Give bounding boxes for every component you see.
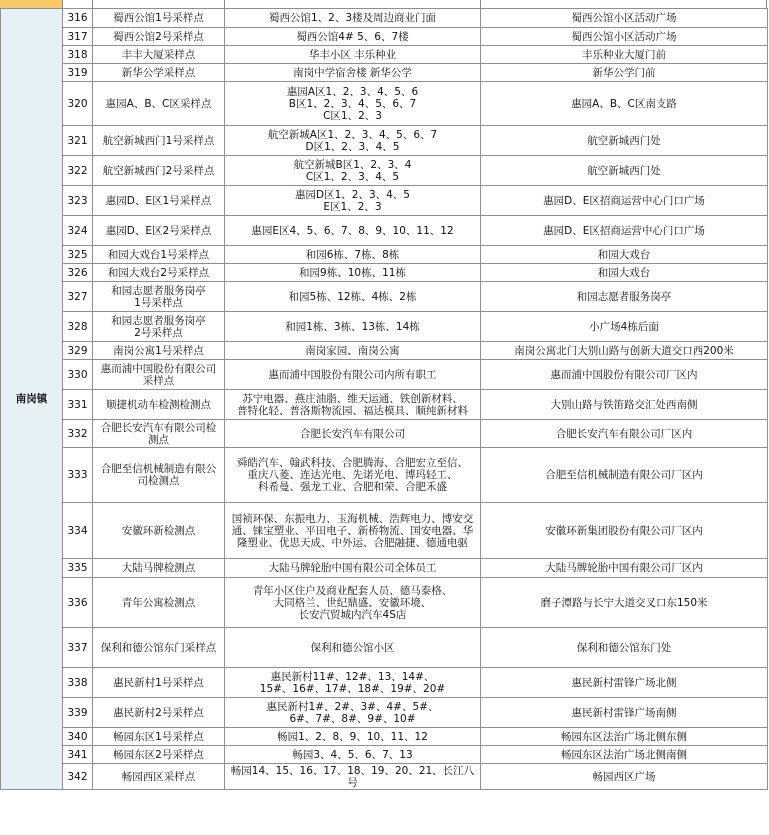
town-cell: 南岗镇 bbox=[1, 9, 63, 790]
serial-number-cell: 333 bbox=[63, 448, 93, 503]
table-row bbox=[1, 578, 768, 628]
serial-number-cell: 323 bbox=[63, 186, 93, 216]
table-row bbox=[1, 668, 768, 698]
serial-number-cell: 329 bbox=[63, 342, 93, 360]
coverage-range-cell: 青年小区住户及商业配套人员、德马泰格、 大同格兰、世纪鼎盛、安徽环境、 长安汽贸城内汽车4S店 bbox=[225, 578, 481, 628]
coverage-range-cell: 和园1栋、3栋、13栋、14栋 bbox=[225, 312, 481, 342]
sampling-location-cell: 和园大戏台 bbox=[481, 246, 768, 264]
table-row bbox=[1, 420, 768, 448]
table-row bbox=[1, 282, 768, 312]
sampling-point-name-cell: 畅园东区1号采样点 bbox=[93, 728, 225, 746]
table-row bbox=[1, 342, 768, 360]
sampling-location-cell: 磨子潭路与长宁大道交叉口东150米 bbox=[481, 578, 768, 628]
sampling-location-cell: 合肥长安汽车有限公司厂区内 bbox=[481, 420, 768, 448]
coverage-range-cell: 蜀西公馆1、2、3楼及周边商业门面 bbox=[225, 9, 481, 28]
table-row bbox=[1, 503, 768, 559]
sampling-point-name-cell: 新华公学采样点 bbox=[93, 64, 225, 82]
sampling-location-cell: 新华公学门前 bbox=[481, 64, 768, 82]
sampling-point-name-cell: 大陆马牌检测点 bbox=[93, 559, 225, 578]
coverage-range-cell: 惠而浦中国股份有限公司内所有职工 bbox=[225, 360, 481, 390]
coverage-range-cell: 畅园14、15、16、17、18、19、20、21、长江八号 bbox=[225, 764, 481, 790]
table-row bbox=[1, 82, 768, 126]
sampling-location-cell: 航空新城西门处 bbox=[481, 126, 768, 156]
sampling-location-cell: 惠而浦中国股份有限公司厂区内 bbox=[481, 360, 768, 390]
table-row bbox=[1, 728, 768, 746]
sampling-point-name-cell: 安徽环新检测点 bbox=[93, 503, 225, 559]
coverage-range-cell: 南岗中学宿舍楼 新华公学 bbox=[225, 64, 481, 82]
serial-number-cell: 319 bbox=[63, 64, 93, 82]
coverage-range-cell: 航空新城B区1、2、3、4 C区1、2、3、4、5 bbox=[225, 156, 481, 186]
sampling-point-name-cell: 和园大戏台1号采样点 bbox=[93, 246, 225, 264]
coverage-range-cell: 华丰小区 丰乐种业 bbox=[225, 46, 481, 64]
coverage-range-cell: 蜀西公馆4# 5、6、7楼 bbox=[225, 28, 481, 46]
sampling-point-name-cell: 合肥至信机械制造有限公 司检测点 bbox=[93, 448, 225, 503]
sampling-point-name-cell: 航空新城西门2号采样点 bbox=[93, 156, 225, 186]
sampling-location-cell: 和园志愿者服务岗亭 bbox=[481, 282, 768, 312]
sampling-point-name-cell: 惠园D、E区1号采样点 bbox=[93, 186, 225, 216]
coverage-range-cell: 南岗家园、南岗公寓 bbox=[225, 342, 481, 360]
sampling-point-name-cell: 顺捷机动车检测检测点 bbox=[93, 390, 225, 420]
serial-number-cell: 340 bbox=[63, 728, 93, 746]
coverage-range-cell: 和园6栋、7栋、8栋 bbox=[225, 246, 481, 264]
sampling-point-name-cell: 蜀西公馆2号采样点 bbox=[93, 28, 225, 46]
sampling-location-cell: 和园大戏台 bbox=[481, 264, 768, 282]
serial-number-cell: 341 bbox=[63, 746, 93, 764]
serial-number-cell: 330 bbox=[63, 360, 93, 390]
sampling-location-cell: 蜀西公馆小区活动广场 bbox=[481, 9, 768, 28]
serial-number-cell: 336 bbox=[63, 578, 93, 628]
sampling-location-cell: 大别山路与铁笛路交汇处西南侧 bbox=[481, 390, 768, 420]
coverage-range-cell: 大陆马牌轮胎中国有限公司全体员工 bbox=[225, 559, 481, 578]
sampling-location-cell: 大陆马牌轮胎中国有限公司厂区内 bbox=[481, 559, 768, 578]
sampling-point-name-cell: 和园大戏台2号采样点 bbox=[93, 264, 225, 282]
table-row bbox=[1, 246, 768, 264]
sampling-point-name-cell: 惠民新村1号采样点 bbox=[93, 668, 225, 698]
sampling-location-cell: 畅园东区法治广场北侧南侧 bbox=[481, 746, 768, 764]
sampling-point-name-cell: 蜀西公馆1号采样点 bbox=[93, 9, 225, 28]
sampling-location-cell: 丰乐种业大厦门前 bbox=[481, 46, 768, 64]
table-row bbox=[1, 448, 768, 503]
coverage-range-cell: 国祯环保、东振电力、玉海机械、浩辉电力、博安交 通、铼宝塑业、平田电子、新桥物流、国安电器、华 隆塑业、优思天成、中外运、合肥融捷、德通电驱 bbox=[225, 503, 481, 559]
coverage-range-cell: 惠园E区4、5、6、7、8、9、10、11、12 bbox=[225, 216, 481, 246]
sampling-point-name-cell: 畅园西区采样点 bbox=[93, 764, 225, 790]
sampling-point-name-cell: 惠园A、B、C区采样点 bbox=[93, 82, 225, 126]
table-row bbox=[1, 216, 768, 246]
serial-number-cell: 326 bbox=[63, 264, 93, 282]
coverage-range-cell: 舜皓汽车、翰武科技、合肥腾海、合肥宏立至信、 重庆八菱、连达光电、先诺光电、博玛轻工、 科希曼、强龙工业、合肥和荣、合肥禾盛 bbox=[225, 448, 481, 503]
table-row bbox=[1, 312, 768, 342]
serial-number-cell: 320 bbox=[63, 82, 93, 126]
sampling-point-name-cell: 和园志愿者服务岗亭 2号采样点 bbox=[93, 312, 225, 342]
serial-number-cell: 328 bbox=[63, 312, 93, 342]
serial-number-cell: 317 bbox=[63, 28, 93, 46]
sampling-location-cell: 惠园A、B、C区南支路 bbox=[481, 82, 768, 126]
partial-cell-loc bbox=[480, 0, 767, 8]
partial-cell-yellow bbox=[0, 0, 63, 8]
table-row bbox=[1, 28, 768, 46]
table-body bbox=[1, 9, 768, 790]
table-row bbox=[1, 64, 768, 82]
serial-number-cell: 325 bbox=[63, 246, 93, 264]
coverage-range-cell: 航空新城A区1、2、3、4、5、6、7 D区1、2、3、4、5 bbox=[225, 126, 481, 156]
sampling-location-cell: 蜀西公馆小区活动广场 bbox=[481, 28, 768, 46]
coverage-range-cell: 畅园1、2、8、9、10、11、12 bbox=[225, 728, 481, 746]
sampling-point-name-cell: 航空新城西门1号采样点 bbox=[93, 126, 225, 156]
sampling-location-cell: 惠民新村雷锋广场北侧 bbox=[481, 668, 768, 698]
serial-number-cell: 332 bbox=[63, 420, 93, 448]
table-row bbox=[1, 264, 768, 282]
sampling-point-name-cell: 南岗公寓1号采样点 bbox=[93, 342, 225, 360]
serial-number-cell: 331 bbox=[63, 390, 93, 420]
table-row bbox=[1, 46, 768, 64]
coverage-range-cell: 和园5栋、12栋、4栋、2栋 bbox=[225, 282, 481, 312]
sampling-location-cell: 惠园D、E区招商运营中心门口广场 bbox=[481, 216, 768, 246]
table-row bbox=[1, 9, 768, 28]
sampling-location-cell: 南岗公寓北门大别山路与创新大道交口西200米 bbox=[481, 342, 768, 360]
serial-number-cell: 324 bbox=[63, 216, 93, 246]
serial-number-cell: 321 bbox=[63, 126, 93, 156]
serial-number-cell: 338 bbox=[63, 668, 93, 698]
top-partial-row bbox=[0, 0, 769, 8]
coverage-range-cell: 惠园D区1、2、3、4、5 E区1、2、3 bbox=[225, 186, 481, 216]
coverage-range-cell: 惠民新村11#、12#、13、14#、 15#、16#、17#、18#、19#、20# bbox=[225, 668, 481, 698]
sampling-point-name-cell: 青年公寓检测点 bbox=[93, 578, 225, 628]
sampling-point-name-cell: 丰丰大厦采样点 bbox=[93, 46, 225, 64]
serial-number-cell: 327 bbox=[63, 282, 93, 312]
sampling-point-name-cell: 惠民新村2号采样点 bbox=[93, 698, 225, 728]
table-row bbox=[1, 156, 768, 186]
serial-number-cell: 318 bbox=[63, 46, 93, 64]
coverage-range-cell: 和园9栋、10栋、11栋 bbox=[225, 264, 481, 282]
serial-number-cell: 322 bbox=[63, 156, 93, 186]
sampling-location-cell: 惠园D、E区招商运营中心门口广场 bbox=[481, 186, 768, 216]
sampling-location-cell: 惠民新村雷锋广场南侧 bbox=[481, 698, 768, 728]
sampling-point-name-cell: 合肥长安汽车有限公司检 测点 bbox=[93, 420, 225, 448]
partial-cell-number bbox=[62, 0, 93, 8]
table-row bbox=[1, 746, 768, 764]
table-row bbox=[1, 698, 768, 728]
table-row bbox=[1, 390, 768, 420]
sampling-location-cell: 合肥至信机械制造有限公司厂区内 bbox=[481, 448, 768, 503]
sampling-point-name-cell: 畅园东区2号采样点 bbox=[93, 746, 225, 764]
serial-number-cell: 316 bbox=[63, 9, 93, 28]
serial-number-cell: 334 bbox=[63, 503, 93, 559]
partial-cell-name bbox=[92, 0, 225, 8]
serial-number-cell: 335 bbox=[63, 559, 93, 578]
coverage-range-cell: 惠民新村1#、2#、3#、4#、5#、 6#、7#、8#、9#、10# bbox=[225, 698, 481, 728]
coverage-range-cell: 苏宁电器、燕庄油脂、维天运通、铁创新材料、 普特化轻、普洛斯物流园、福达模具、顺纯新材料 bbox=[225, 390, 481, 420]
sampling-points-table bbox=[0, 8, 768, 790]
table-row bbox=[1, 559, 768, 578]
coverage-range-cell: 保利和德公馆小区 bbox=[225, 628, 481, 668]
table-row bbox=[1, 186, 768, 216]
sampling-location-cell: 安徽环新集团股份有限公司厂区内 bbox=[481, 503, 768, 559]
serial-number-cell: 342 bbox=[63, 764, 93, 790]
table-row bbox=[1, 764, 768, 790]
sampling-point-name-cell: 和园志愿者服务岗亭 1号采样点 bbox=[93, 282, 225, 312]
sampling-location-cell: 小广场4栋后面 bbox=[481, 312, 768, 342]
sampling-point-name-cell: 惠园D、E区2号采样点 bbox=[93, 216, 225, 246]
sampling-point-name-cell: 惠而浦中国股份有限公司 采样点 bbox=[93, 360, 225, 390]
sampling-location-cell: 畅园东区法治广场北侧东侧 bbox=[481, 728, 768, 746]
sampling-location-cell: 航空新城西门处 bbox=[481, 156, 768, 186]
table-row bbox=[1, 360, 768, 390]
serial-number-cell: 339 bbox=[63, 698, 93, 728]
coverage-range-cell: 惠园A区1、2、3、4、5、6 B区1、2、3、4、5、6、7 C区1、2、3 bbox=[225, 82, 481, 126]
coverage-range-cell: 合肥长安汽车有限公司 bbox=[225, 420, 481, 448]
serial-number-cell: 337 bbox=[63, 628, 93, 668]
table-row bbox=[1, 628, 768, 668]
sampling-location-cell: 畅园西区广场 bbox=[481, 764, 768, 790]
partial-cell-range bbox=[224, 0, 481, 8]
sampling-point-name-cell: 保利和德公馆东门采样点 bbox=[93, 628, 225, 668]
coverage-range-cell: 畅园3、4、5、6、7、13 bbox=[225, 746, 481, 764]
table-row bbox=[1, 126, 768, 156]
sampling-location-cell: 保利和德公馆东门处 bbox=[481, 628, 768, 668]
